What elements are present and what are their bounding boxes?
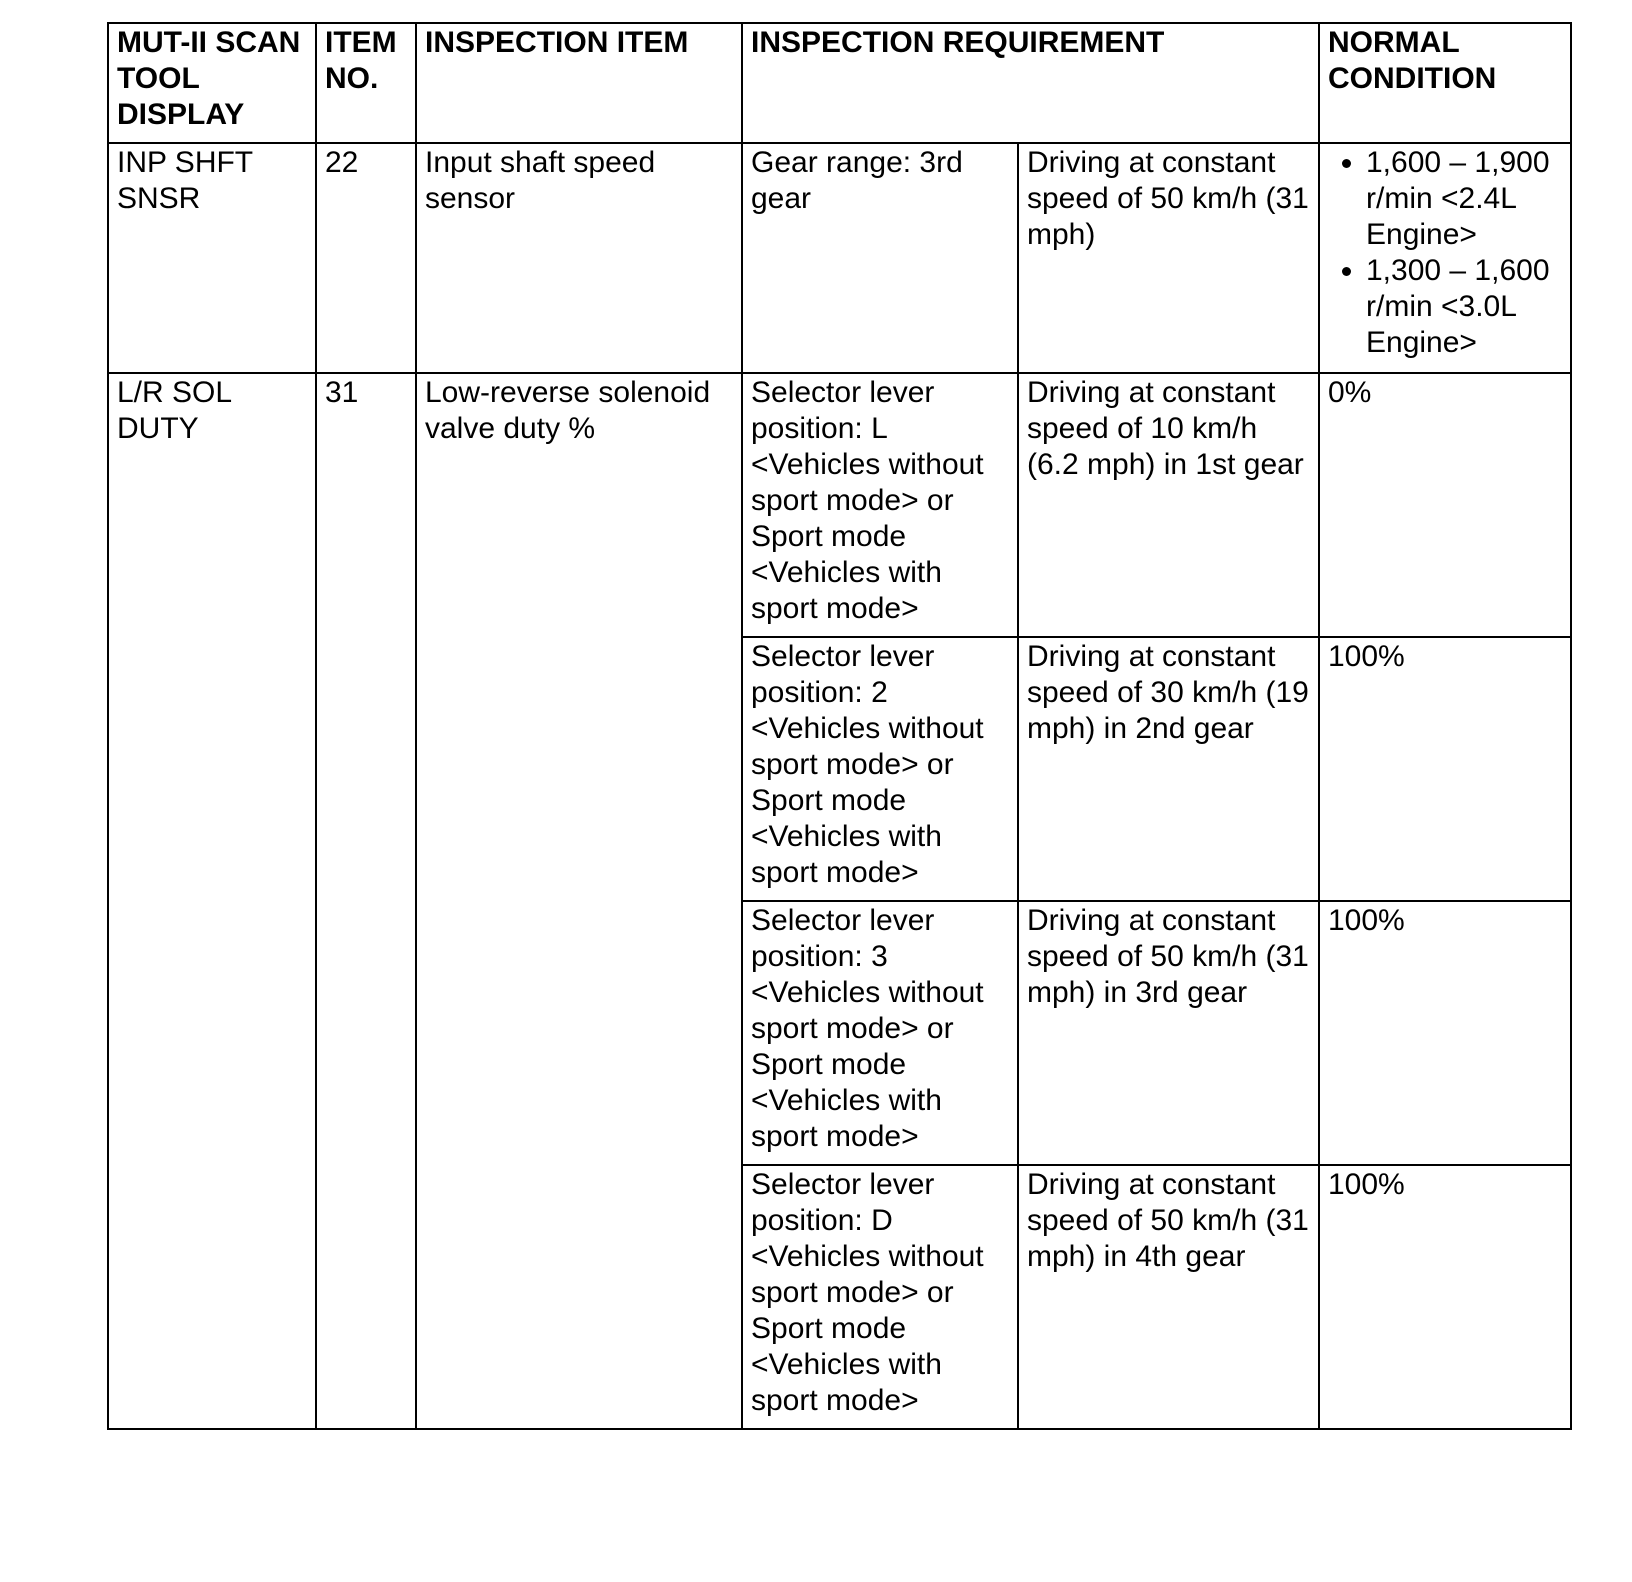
normal-condition-list [1328,145,1562,361]
table-row [108,143,1571,373]
inspection-table [107,22,1572,1430]
cell-display: L/R SOL DUTY [108,373,316,1429]
header-display: MUT-II SCAN TOOL DISPLAY [108,23,316,143]
cell-item-no: 22 [316,143,416,373]
cell-requirement: Selector lever position: L <Vehicles without sport mode> or Sport mode <Vehicles with sport mode> [742,373,1018,637]
cell-condition: Driving at constant speed of 50 km/h (31 mph) [1018,143,1319,373]
header-inspection-item: INSPECTION ITEM [416,23,742,143]
cell-item-no: 31 [316,373,416,1429]
header-inspection-requirement: INSPECTION REQUIREMENT [742,23,1319,143]
cell-requirement: Selector lever position: D <Vehicles without sport mode> or Sport mode <Vehicles with sport mode> [742,1165,1018,1429]
cell-display: INP SHFT SNSR [108,143,316,373]
cell-normal-condition: 100% [1319,901,1571,1165]
header-item-no: ITEM NO. [316,23,416,143]
cell-normal-condition: 0% [1319,373,1571,637]
list-item: • 1,300 – 1,600 r/min <3.0L Engine> [1366,253,1562,361]
cell-requirement: Gear range: 3rd gear [742,143,1018,373]
cell-normal-condition: 100% [1319,1165,1571,1429]
cell-inspection-item: Input shaft speed sensor [416,143,742,373]
cell-condition: Driving at constant speed of 50 km/h (31 mph) in 3rd gear [1018,901,1319,1165]
header-row [108,23,1571,143]
list-item: • 1,600 – 1,900 r/min <2.4L Engine> [1366,145,1562,253]
cell-requirement: Selector lever position: 2 <Vehicles without sport mode> or Sport mode <Vehicles with sport mode> [742,637,1018,901]
cell-normal-condition [1319,143,1571,373]
header-normal-condition: NORMAL CONDITION [1319,23,1571,143]
cell-inspection-item: Low-reverse solenoid valve duty % [416,373,742,1429]
cell-condition: Driving at constant speed of 10 km/h (6.2 mph) in 1st gear [1018,373,1319,637]
cell-requirement: Selector lever position: 3 <Vehicles without sport mode> or Sport mode <Vehicles with sport mode> [742,901,1018,1165]
cell-condition: Driving at constant speed of 50 km/h (31 mph) in 4th gear [1018,1165,1319,1429]
table-row [108,373,1571,637]
cell-condition: Driving at constant speed of 30 km/h (19 mph) in 2nd gear [1018,637,1319,901]
cell-normal-condition: 100% [1319,637,1571,901]
